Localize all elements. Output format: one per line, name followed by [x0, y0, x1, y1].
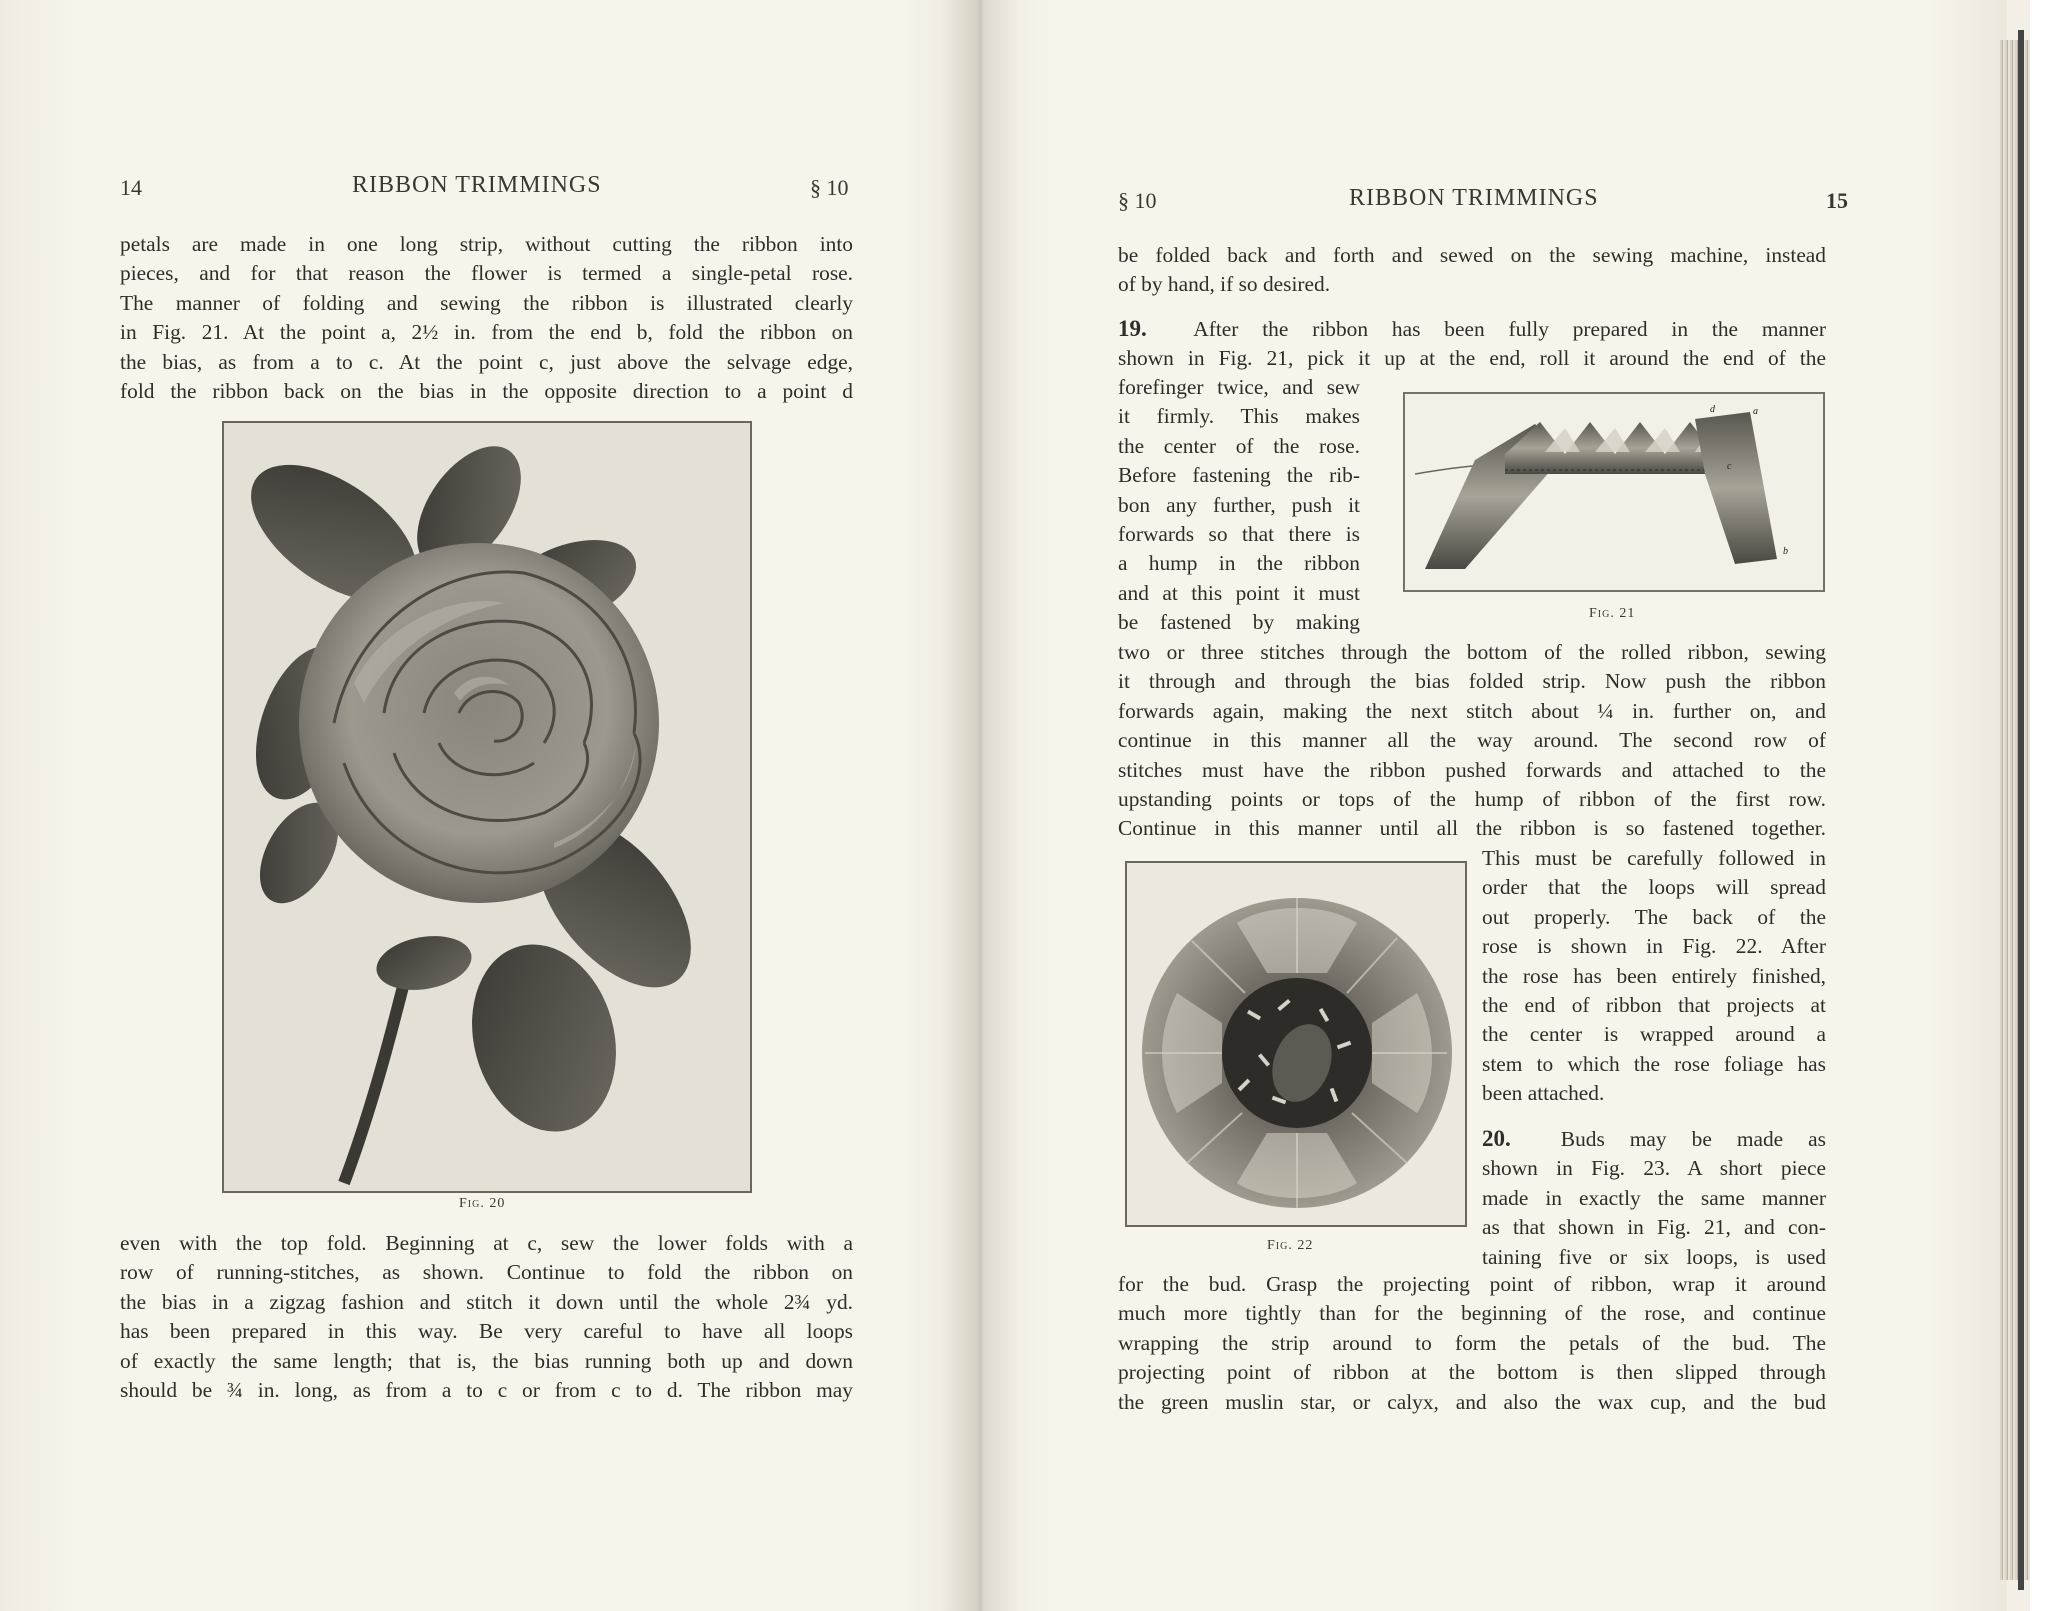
rose-back-illustration — [1127, 863, 1465, 1225]
text-line: pieces, and for that reason the flower is termed a single-petal rose. — [120, 261, 853, 286]
text-line: of exactly the same length; that is, the bias running both up and down — [120, 1348, 853, 1373]
ribbon-zigzag-illustration — [1405, 394, 1823, 590]
figure-21-caption: Fig. 21 — [1589, 606, 1636, 621]
text-line: forwards again, making the next stitch about ¼ in. further on, and — [1118, 698, 1826, 723]
text-line: projecting point of ribbon at the bottom is then slipped through — [1118, 1360, 1826, 1385]
text-line: even with the top fold. Beginning at c, sew the lower folds with a — [120, 1231, 853, 1255]
text-line: the green muslin star, or calyx, and also the wax cup, and the bud — [1118, 1389, 1826, 1414]
figure-22-rose-back-photo — [1125, 861, 1467, 1227]
text-line: bon any further, push it — [1118, 492, 1360, 517]
text-line: the bias in a zigzag fashion and stitch it down until the whole 2¾ yd. — [120, 1289, 853, 1314]
page-number-right: 15 — [1826, 188, 1848, 213]
book-gutter — [940, 0, 1020, 1611]
figure-21-ribbon-strip — [1403, 392, 1825, 592]
text-line: a hump in the ribbon — [1118, 551, 1360, 576]
left-top-text — [120, 230, 853, 406]
text-line-content: Buds may be made as — [1560, 1127, 1827, 1151]
fig21-label-b: b — [1783, 546, 1788, 557]
text-line: made in exactly the same manner — [1482, 1185, 1826, 1210]
text-line: Before fastening the rib- — [1118, 463, 1360, 488]
text-line: of by hand, if so desired. — [1118, 272, 1331, 297]
text-line: fold the ribbon back on the bias in the opposite direction to a point d — [120, 379, 853, 404]
fig21-label-d: d — [1710, 404, 1715, 415]
section-mark-left: § 10 — [810, 175, 849, 200]
text-line: much more tightly than for the beginning of the rose, and continue — [1118, 1301, 1826, 1326]
text-line: the center is wrapped around a — [1482, 1022, 1826, 1047]
text-line: the rose has been entirely finished, — [1482, 963, 1826, 988]
text-line: should be ¾ in. long, as from a to c or from c to d. The ribbon may — [120, 1378, 853, 1403]
text-line: as that shown in Fig. 21, and con- — [1482, 1215, 1826, 1240]
text-line: the bias, as from a to c. At the point c, just above the selvage edge, — [120, 349, 853, 374]
text-line: upstanding points or tops of the hump of ribbon of the first row. — [1118, 787, 1826, 812]
text-line: it firmly. This makes — [1118, 404, 1360, 429]
right-top-text — [1118, 241, 1826, 300]
text-line: forefinger twice, and sew — [1118, 375, 1360, 399]
page-edges — [2000, 40, 2030, 1580]
left-bottom-text — [120, 1229, 853, 1405]
text-line: for the bud. Grasp the projecting point of ribbon, wrap it around — [1118, 1272, 1826, 1296]
text-line: wrapping the strip around to form the petals of the bud. The — [1118, 1330, 1826, 1355]
paragraph-19-wrap-right — [1482, 844, 1826, 1109]
text-line: row of running-stitches, as shown. Continue to fold the ribbon on — [120, 1260, 853, 1285]
section-number-20: 20. — [1482, 1126, 1511, 1151]
text-line: continue in this manner all the way around. The second row of — [1118, 728, 1826, 753]
text-line: it through and through the bias folded strip. Now push the ribbon — [1118, 669, 1826, 694]
left-page — [0, 0, 977, 1611]
text-line: stem to which the rose foliage has — [1482, 1051, 1826, 1076]
fig21-label-c: c — [1727, 461, 1732, 472]
paragraph-19-body — [1118, 638, 1826, 844]
section-number-19: 19. — [1118, 316, 1147, 341]
figure-22-caption: Fig. 22 — [1267, 1238, 1314, 1253]
text-line: shown in Fig. 21, pick it up at the end, roll it around the end of the — [1118, 346, 1826, 371]
page-number-left: 14 — [120, 175, 142, 200]
figure-20-caption: Fig. 20 — [459, 1196, 506, 1211]
section-mark-right: § 10 — [1118, 188, 1157, 213]
text-line: petals are made in one long strip, without cutting the ribbon into — [120, 232, 853, 256]
figure-20-rose-photo — [222, 421, 752, 1193]
paragraph-20-body — [1118, 1270, 1826, 1417]
text-line: in Fig. 21. At the point a, 2½ in. from the end b, fold the ribbon on — [120, 320, 853, 345]
text-line: shown in Fig. 23. A short piece — [1482, 1156, 1826, 1181]
text-line — [1118, 314, 1826, 344]
text-line: two or three stitches through the bottom of the rolled ribbon, sewing — [1118, 640, 1826, 664]
text-line: The manner of folding and sewing the ribbon is illustrated clearly — [120, 290, 853, 315]
text-line: the center of the rose. — [1118, 433, 1360, 458]
text-line: be fastened by making — [1118, 610, 1360, 635]
text-line: order that the loops will spread — [1482, 875, 1826, 900]
text-line: Continue in this manner until all the ribbon is so fastened together. — [1118, 816, 1826, 841]
text-line: the end of ribbon that projects at — [1482, 993, 1826, 1018]
text-line: out properly. The back of the — [1482, 904, 1826, 929]
rose-illustration — [224, 423, 750, 1191]
text-line-content: After the ribbon has been fully prepared in the manner — [1193, 317, 1826, 341]
text-line: taining five or six loops, is used — [1482, 1244, 1826, 1269]
text-line: stitches must have the ribbon pushed forwards and attached to the — [1118, 757, 1826, 782]
text-line: This must be carefully followed in — [1482, 846, 1826, 870]
paragraph-19-start — [1118, 314, 1826, 374]
text-line: rose is shown in Fig. 22. After — [1482, 934, 1826, 959]
text-line — [1482, 1124, 1826, 1154]
text-line: has been prepared in this way. Be very careful to have all loops — [120, 1319, 853, 1344]
text-line: forwards so that there is — [1118, 522, 1360, 547]
text-line: and at this point it must — [1118, 580, 1360, 605]
paragraph-19-wrap — [1118, 373, 1360, 638]
text-line: be folded back and forth and sewed on the sewing machine, instead — [1118, 243, 1826, 267]
text-line: been attached. — [1482, 1081, 1605, 1106]
running-head-left: RIBBON TRIMMINGS — [352, 172, 602, 198]
fig21-label-a: a — [1753, 406, 1758, 417]
running-head-right: RIBBON TRIMMINGS — [1349, 185, 1599, 211]
cover-edge — [2018, 30, 2024, 1590]
paragraph-20-start — [1482, 1124, 1826, 1272]
right-page — [977, 0, 2007, 1611]
